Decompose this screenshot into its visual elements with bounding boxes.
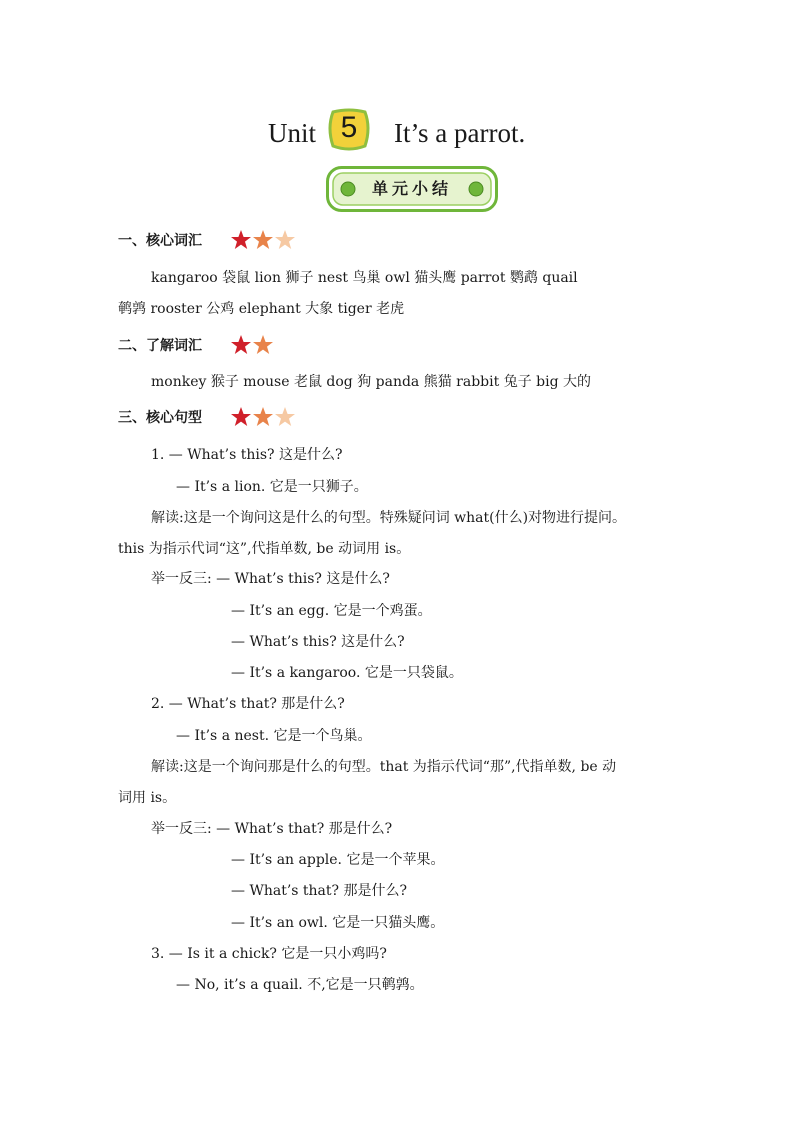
page-title: It’s a parrot. xyxy=(394,118,526,148)
star-icon xyxy=(253,407,273,426)
unit-number-badge xyxy=(327,108,371,152)
extra-vocab-line-1: monkey 猴子 mouse 老鼠 dog 狗 panda 熊猫 rabbit 兔子 big 大的 xyxy=(151,374,591,390)
star-icon xyxy=(231,407,251,426)
unit-label: Unit xyxy=(268,118,317,148)
star-icon xyxy=(275,230,295,249)
unit-summary-badge xyxy=(326,166,498,212)
pattern-2-example-label: 举一反三: — What’s that? 那是什么? xyxy=(151,821,393,837)
core-vocab-line-2: 鹌鹑 rooster 公鸡 elephant 大象 tiger 老虎 xyxy=(118,301,405,317)
pattern-1-answer: — It’s a lion. 它是一只狮子。 xyxy=(176,479,368,495)
unit-number: 5 xyxy=(340,111,358,144)
section-heading-core-vocab: 一、核心词汇 xyxy=(118,233,202,249)
core-vocab-line-1: kangaroo 袋鼠 lion 狮子 nest 鸟巢 owl 猫头鹰 parrot 鹦鹉 quail xyxy=(151,270,578,286)
rating-stars-3 xyxy=(230,229,296,251)
star-icon xyxy=(253,230,273,249)
pattern-3-answer: — No, it’s a quail. 不,它是一只鹌鹑。 xyxy=(176,977,424,993)
pattern-1-note-line-1: 解读:这是一个询问这是什么的句型。特殊疑问词 what(什么)对物进行提问。 xyxy=(151,510,627,526)
pattern-2-example-1: — It’s an apple. 它是一个苹果。 xyxy=(231,852,445,868)
pattern-2-answer: — It’s a nest. 它是一个鸟巢。 xyxy=(176,728,372,744)
pattern-2-example-3: — It’s an owl. 它是一只猫头鹰。 xyxy=(231,915,445,931)
unit-title-row xyxy=(0,104,794,164)
pattern-3-question: 3. — Is it a chick? 它是一只小鸡吗? xyxy=(151,946,387,962)
pattern-1-example-2: — What’s this? 这是什么? xyxy=(231,634,405,650)
badge-label: 单元小结 xyxy=(371,179,452,198)
section-heading-core-patterns: 三、核心句型 xyxy=(118,410,202,426)
pattern-1-example-3: — It’s a kangaroo. 它是一只袋鼠。 xyxy=(231,665,463,681)
pattern-1-example-label: 举一反三: — What’s this? 这是什么? xyxy=(151,571,390,587)
pattern-1-note-line-2: this 为指示代词“这”,代指单数, be 动词用 is。 xyxy=(118,541,411,557)
pattern-1-question: 1. — What’s this? 这是什么? xyxy=(151,447,343,463)
section-heading-extra-vocab: 二、了解词汇 xyxy=(118,338,202,354)
star-icon xyxy=(231,335,251,354)
star-icon xyxy=(231,230,251,249)
pattern-2-example-2: — What’s that? 那是什么? xyxy=(231,883,407,899)
star-icon xyxy=(275,407,295,426)
pattern-2-note-line-1: 解读:这是一个询问那是什么的句型。that 为指示代词“那”,代指单数, be 动 xyxy=(151,759,617,775)
pattern-2-question: 2. — What’s that? 那是什么? xyxy=(151,696,345,712)
rating-stars-3 xyxy=(230,406,296,428)
rating-stars-2 xyxy=(230,334,274,356)
pattern-2-note-line-2: 词用 is。 xyxy=(118,790,177,806)
star-icon xyxy=(253,335,273,354)
pattern-1-example-1: — It’s an egg. 它是一个鸡蛋。 xyxy=(231,603,432,619)
